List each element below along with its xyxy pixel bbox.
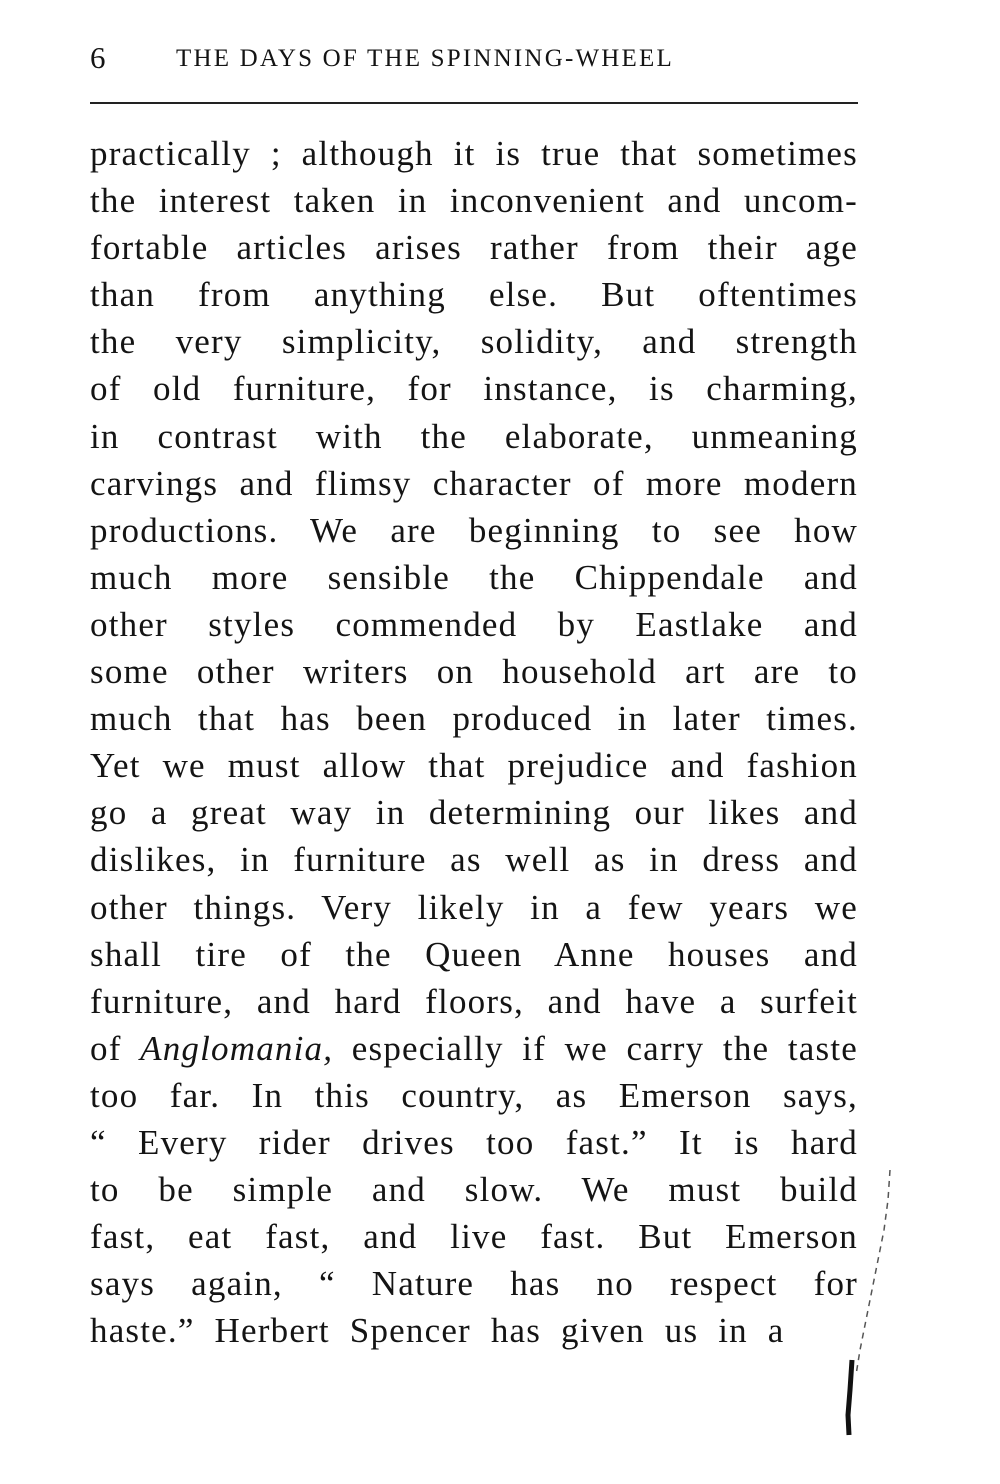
text-line: carvings and flimsy character of more modern (90, 463, 858, 503)
text-line: practically ; although it is true that sometimes (90, 134, 858, 173)
text-line: to be simple and slow. We must build (90, 1170, 858, 1210)
text-line: much more sensible the Chippendale and (90, 557, 858, 597)
running-head (90, 40, 860, 80)
text-line: productions. We are beginning to see how (90, 510, 858, 550)
text-line-italic-term (90, 1025, 858, 1072)
text-line: “ Every rider drives too fast.” It is hard (90, 1122, 858, 1162)
text-line: in contrast with the elaborate, unmeaning (90, 416, 858, 456)
text-line: go a great way in determining our likes and (90, 793, 858, 833)
page-number: 6 (90, 40, 106, 75)
header-rule (90, 102, 858, 104)
text-line: other styles commended by Eastlake and (90, 604, 858, 644)
body-text (90, 130, 858, 1354)
text-line: the interest taken in inconvenient and uncom- (90, 181, 858, 221)
text-line: furniture, and hard floors, and have a surfeit (90, 981, 858, 1021)
text-line: shall tire of the Queen Anne houses and (90, 934, 858, 974)
italic-term: Anglomania, (140, 1028, 334, 1068)
text-line: fortable articles arises rather from their age (90, 228, 858, 268)
text-line: too far. In this country, as Emerson says, (90, 1075, 858, 1115)
text-line: of old furniture, for instance, is charming, (90, 369, 858, 409)
text-line: haste.” Herbert Spencer has given us in a (90, 1311, 785, 1351)
text-line: much that has been produced in later times. (90, 699, 858, 739)
text-line: than from anything else. But oftentimes (90, 275, 858, 315)
text-line: the very simplicity, solidity, and strength (90, 322, 858, 362)
text-line: Yet we must allow that prejudice and fashion (90, 746, 858, 786)
text-line: some other writers on household art are to (90, 652, 858, 692)
text-line: fast, eat fast, and live fast. But Emerson (90, 1217, 858, 1257)
text-line: dislikes, in furniture as well as in dress and (90, 840, 858, 880)
text-line: other things. Very likely in a few years we (90, 887, 858, 927)
running-title: THE DAYS OF THE SPINNING-WHEEL (176, 45, 674, 72)
line-prefix: of (90, 1028, 141, 1068)
text-line: says again, “ Nature has no respect for (90, 1264, 858, 1304)
margin-scratch-mark (838, 1160, 898, 1440)
line-suffix: especially if we carry the taste (333, 1028, 858, 1068)
